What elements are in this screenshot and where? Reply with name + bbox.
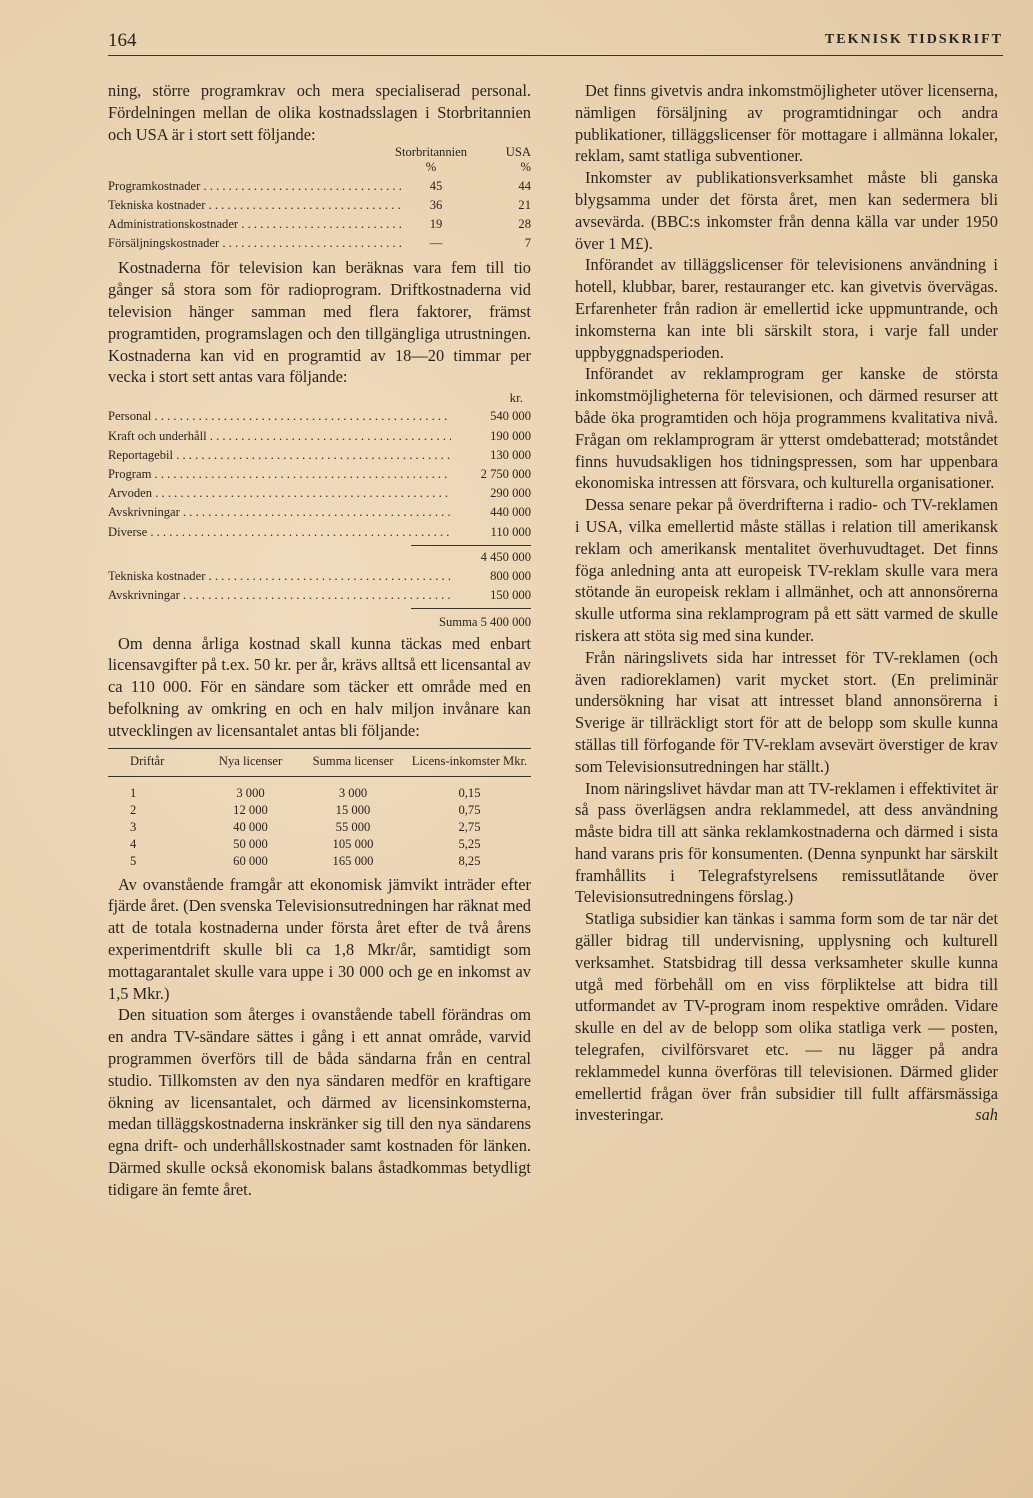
table-row (108, 802, 531, 819)
value-usa: 44 (518, 179, 531, 194)
table-body (108, 777, 531, 870)
row-label: Försäljningskostnader . . . (108, 234, 401, 253)
col-header-usa: USA (505, 145, 531, 160)
row-value: 290 000 (490, 486, 531, 501)
right-column (575, 80, 998, 1126)
row-value: 2 750 000 (480, 466, 531, 481)
subtotal-rule (411, 545, 531, 546)
cell: 4 (130, 836, 137, 851)
row-value: 540 000 (490, 409, 531, 424)
table-row (108, 407, 531, 426)
cell: 8,25 (458, 853, 481, 868)
row-label: Reportagebil . . . (108, 446, 451, 465)
paragraph: Införandet av tilläggslicenser för televisionens användning i hotell, klubbar, barer, restauranger etc. kan givetvis övervägas. Erfarenheter från radion är emellertid icke uppmuntrande, och inkomsterna kan inte bli särskilt stora, i varje fall under uppbyggnadsperioden. (575, 255, 998, 362)
cell: 2,75 (458, 819, 481, 834)
header-rule (108, 55, 1003, 56)
row-label: Arvoden . . . (108, 484, 451, 503)
table-header (108, 749, 531, 777)
cost-table (108, 177, 531, 253)
cell: 1 (130, 785, 137, 800)
table-row (108, 177, 531, 196)
paragraph-text: Statliga subsidier kan tänkas i samma form som de tar när det gäller bidrag till undervisning, upplysning och kulturell verksamhet. Statsbidrag till dessa verksamheter skulle kunna utgå med förbehåll om en viss förpliktelse att bidra till utformandet av TV-program inom respektive områden. Vidare skulle en del av de belopp som olika statliga verk — posten, telegrafen, civilförsvaret etc. — nu lägger på andra reklammedel kunna överföras till televisionen. Därmed glider emellertid frågan över från subsidier till fullt affärsmässiga investeringar. (575, 909, 998, 1125)
table-row (108, 523, 531, 542)
value-uk: 36 (429, 198, 443, 213)
cost-table-header (108, 145, 531, 160)
row-value: 150 000 (490, 588, 531, 603)
row-label: Diverse . . . (108, 523, 451, 542)
table-row (108, 446, 531, 465)
paragraph: Dessa senare pekar på överdrifterna i radio- och TV-reklamen i USA, vilka emellertid måste ställas i relation till amerikansk reklam och amerikansk mentalitet överhuvudtaget. Det finns föga anledning anta att europeisk TV-reklam skulle vara mera stötande än europeisk reklam i allmänhet, och att annonsörerna skulle utforma sina reklamprogram på ett sätt varmed de skulle riskera att stöta sig med sina kunder. (575, 495, 998, 645)
paragraph: Inkomster av publikationsverksamhet måste bli ganska blygsamma under det första året, men kan sedermera bli avsevärda. (BBC:s inkomster från denna källa var under 1950 över 1 M£). (575, 168, 998, 253)
left-column (108, 80, 531, 1201)
value-uk: — (429, 236, 443, 251)
table-row (108, 785, 531, 802)
header-cell: Driftår (130, 753, 165, 768)
table-row (108, 567, 531, 586)
cell: 0,75 (458, 802, 481, 817)
header-cell: Licens-inkomster Mkr. (411, 753, 528, 768)
paragraph: Det finns givetvis andra inkomstmöjligheter utöver licenserna, nämligen försäljning av programtidningar och andra publikationer, tilläggslicenser för mottagare i allmänna lokaler, reklam, samt statliga subventioner. (575, 81, 998, 166)
paragraph: Den situation som återges i ovanstående tabell förändras om en andra TV-sändare sättes i gång i ett annat område, varvid programmen överförs till de båda sändarna från en central studio. Tillkomsten av den nya sändaren medför en kraftigare ökning av licensantalet, och därmed av licensinkomsterna, medan tilläggskostnaderna inskränker sig till den nya sändarens egna drift- och underhållskostnader samt kostnaden för länken. Därmed skulle också ekonomisk balans åstadkommas betydligt tidigare än femte året. (108, 1005, 531, 1199)
grand-total: Summa 5 400 000 (438, 615, 531, 630)
row-value: 190 000 (490, 428, 531, 443)
value-usa: 7 (524, 236, 531, 251)
paragraph: Kostnaderna för television kan beräknas vara fem till tio gånger så stora som för radioprogram. Driftkostnaderna vid television hänger samman med flera faktorer, främst programtiden, programslagen och den tillgängliga utrustningen. Kostnaderna kan vid en programtid av 18—20 timmar per vecka i stort sett antas vara följande: (108, 258, 531, 387)
table-row (108, 196, 531, 215)
kr-table (108, 388, 531, 632)
cell: 2 (130, 802, 137, 817)
cell: 55 000 (335, 819, 371, 834)
table-row (108, 484, 531, 503)
paragraph: Från näringslivets sida har intresset för TV-reklamen (och även radioreklamen) varit mycket stort. (En preliminär undersökning har visat att intresset bland annonsörerna i Sverige är tillräckligt stort för att de belopp som skulle kunna ställas till förfogande för TV-reklam avsevärt överstiger de krav som Televisionsutredningen har ställt.) (575, 647, 998, 776)
value-uk: 45 (429, 179, 443, 194)
author-signature: sah (975, 1105, 998, 1125)
value-usa: 28 (518, 217, 531, 232)
row-label: Tekniska kostnader . . . (108, 567, 451, 586)
paragraph: Inom näringslivet hävdar man att TV-reklamen i effektivitet är så pass överlägsen andra reklammedel, att dess användning måste bidra till att sänka reklamkostnaderna och därmed i sista hand varans pris för konsumenten. (Denna synpunkt har särskilt framhållits i Telegrafstyrelsens remissutlåtande över Televisionsutredningens förslag.) (575, 778, 998, 907)
row-label: Avskrivningar . . . (108, 586, 451, 605)
cell: 5 (130, 853, 137, 868)
row-value: 440 000 (490, 505, 531, 520)
subtotal: 4 450 000 (480, 549, 531, 564)
unit-usa: % (520, 160, 531, 175)
header-cell: Nya licenser (218, 753, 283, 768)
table-row (108, 465, 531, 484)
cell: 3 000 (338, 785, 368, 800)
table-row (108, 503, 531, 522)
row-label: Kraft och underhåll . . . (108, 427, 451, 446)
cell: 165 000 (332, 853, 374, 868)
row-value: 800 000 (490, 569, 531, 583)
paragraph: Om denna årliga kostnad skall kunna täckas med enbart licensavgifter på t.ex. 50 kr. per år, krävs alltså ett licensantal av ca 110 000. För en sändare som täcker ett område med en befolkning av omkring en och en halv miljon invånare kan utvecklingen av licensantalet antas bli följande: (108, 633, 531, 740)
table-row (108, 234, 531, 253)
paragraph: ning, större programkrav och mera specialiserad personal. Fördelningen mellan de olika kostnadsslagen i Storbritannien och USA är i stort sett följande: (108, 81, 531, 144)
page-number: 164 (108, 30, 137, 51)
row-label: Programkostnader . . . (108, 177, 401, 196)
row-label: Personal . . . (108, 407, 451, 426)
total-rule (411, 608, 531, 609)
cell: 50 000 (233, 836, 268, 851)
cell: 15 000 (335, 802, 371, 817)
cell: 60 000 (233, 853, 268, 868)
cell: 105 000 (332, 836, 374, 851)
row-value: 130 000 (490, 447, 531, 462)
cell: 40 000 (233, 819, 268, 834)
cost-table-units (108, 160, 531, 175)
table-row (108, 427, 531, 446)
value-uk: 19 (429, 217, 443, 232)
cell: 3 000 (236, 785, 265, 800)
unit-uk: % (425, 160, 437, 175)
cell: 3 (130, 819, 137, 834)
table-row (108, 215, 531, 234)
row-value: 110 000 (490, 524, 531, 539)
table-row (108, 836, 531, 853)
col-header-uk: Storbritannien (394, 145, 468, 160)
cell: 5,25 (458, 836, 481, 851)
value-usa: 21 (518, 198, 531, 213)
license-table (108, 748, 531, 870)
paragraph (575, 908, 998, 1126)
cell: 0,15 (458, 785, 481, 800)
row-label: Tekniska kostnader . . . (108, 196, 401, 215)
paragraph: Av ovanstående framgår att ekonomisk jämvikt inträder efter fjärde året. (Den svenska Televisionsutredningen har räknat med att de totala kostnaderna under första året efter de två årens experimentdrift skulle bli ca 1,8 Mkr/år, samtidigt som mottagarantalet skulle vara uppe i 30 000 och ge en inkomst av 1,5 Mkr.) (108, 874, 531, 1003)
cell: 12 000 (233, 802, 268, 817)
unit-kr: kr. (509, 390, 523, 406)
table-row (108, 819, 531, 836)
row-label: Administrationskostnader . . . (108, 215, 401, 234)
journal-title: TEKNISK TIDSKRIFT (824, 32, 1003, 47)
table-row (108, 853, 531, 870)
table-row (108, 586, 531, 605)
row-label: Program . . . (108, 465, 451, 484)
row-label: Avskrivningar . . . (108, 503, 451, 522)
paragraph: Införandet av reklamprogram ger kanske de största inkomstmöjligheterna för televisionen, och därmed resurser att både öka programtiden och höja programmens kvalitativa nivå. Frågan om reklamprogram är ytterst omdebatterad; motståndet finns huvudsakligen hos tidningspressen, som har uppenbara ekonomiska intressen att försvara, och kulturella organisationer. (575, 364, 998, 493)
header-cell: Summa licenser (312, 753, 394, 768)
